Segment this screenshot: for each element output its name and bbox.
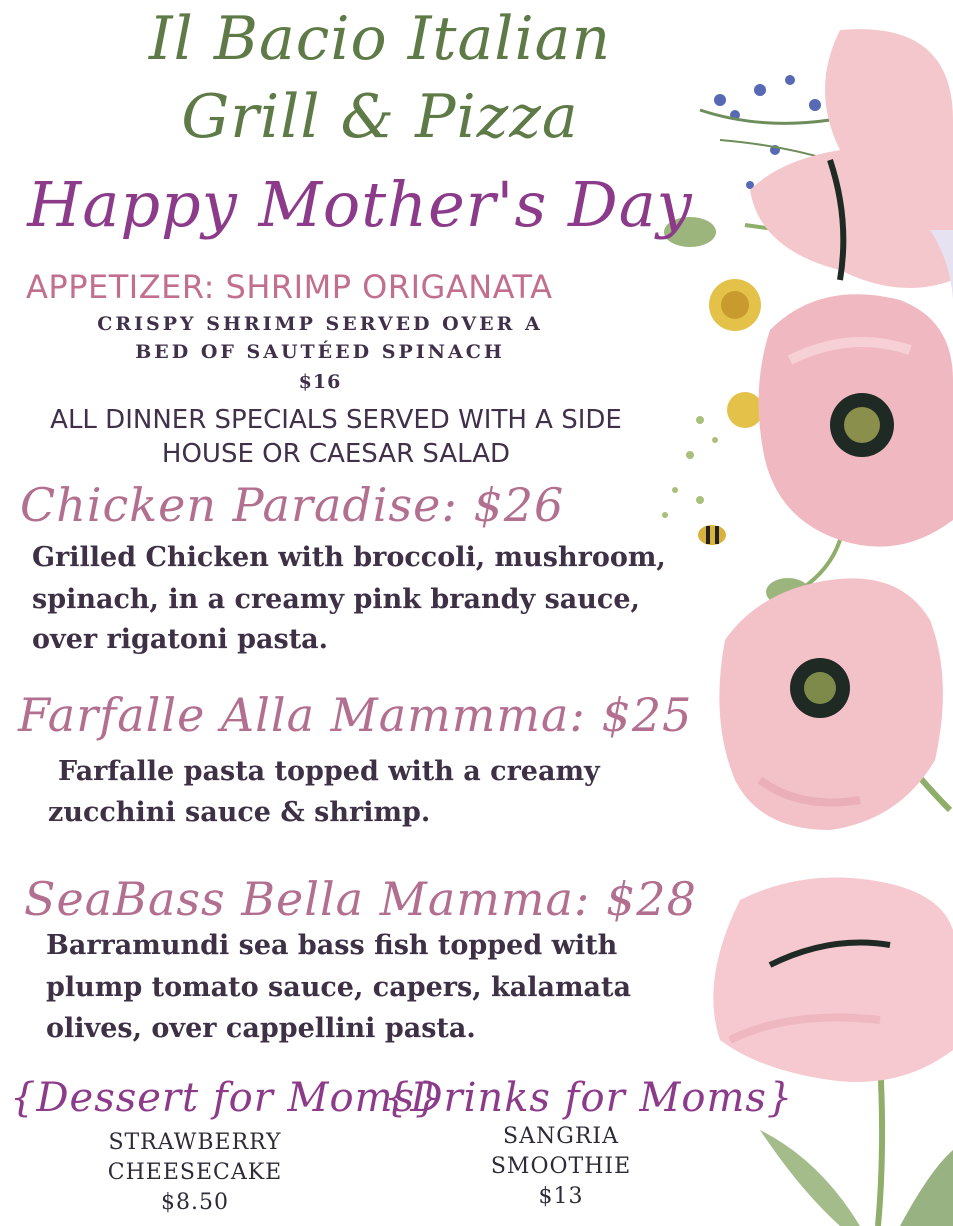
occasion-heading: Happy Mother's Day [27,168,693,241]
specials-note-line2: HOUSE OR CAESAR SALAD [161,439,511,469]
drink-item-line1: SANGRIA [503,1124,619,1149]
dessert-price: $8.50 [161,1190,229,1215]
dish-title-chicken-paradise: Chicken Paradise: $26 [20,478,565,532]
drink-item-line2: SMOOTHIE [490,1154,632,1179]
dish-desc-line: plump tomato sauce, capers, kalamata [46,972,631,1003]
drink-price: $13 [538,1184,584,1209]
appetizer-title: APPETIZER: SHRIMP ORIGANATA [26,268,553,306]
dish-desc-line: over rigatoni pasta. [32,624,329,655]
appetizer-desc-line1: CRISPY SHRIMP SERVED OVER A [97,313,543,335]
dish-desc-line: zucchini sauce & shrimp. [48,797,431,828]
dish-title-farfalle: Farfalle Alla Mammma: $25 [18,688,693,742]
dish-desc-line: Grilled Chicken with broccoli, mushroom, [32,542,666,573]
restaurant-name-line2: Grill & Pizza [181,82,579,152]
appetizer-price: $16 [298,371,342,393]
dish-desc-line: Barramundi sea bass fish topped with [46,930,618,961]
dish-desc-line: spinach, in a creamy pink brandy sauce, [32,584,640,615]
drinks-heading: {Drinks for Moms} [384,1075,794,1121]
dessert-heading: {Dessert for Moms} [10,1075,442,1121]
dish-desc-line: olives, over cappellini pasta. [46,1013,476,1044]
specials-note-line1: ALL DINNER SPECIALS SERVED WITH A SIDE [50,405,622,435]
dish-title-seabass: SeaBass Bella Mamma: $28 [24,872,697,926]
appetizer-desc-line2: BED OF SAUTÉED SPINACH [135,341,505,363]
dessert-item-line1: STRAWBERRY [108,1130,282,1155]
dish-desc-line: Farfalle pasta topped with a creamy [58,756,600,787]
dessert-item-line2: CHEESECAKE [107,1160,283,1185]
restaurant-name-line1: Il Bacio Italian [148,4,612,74]
